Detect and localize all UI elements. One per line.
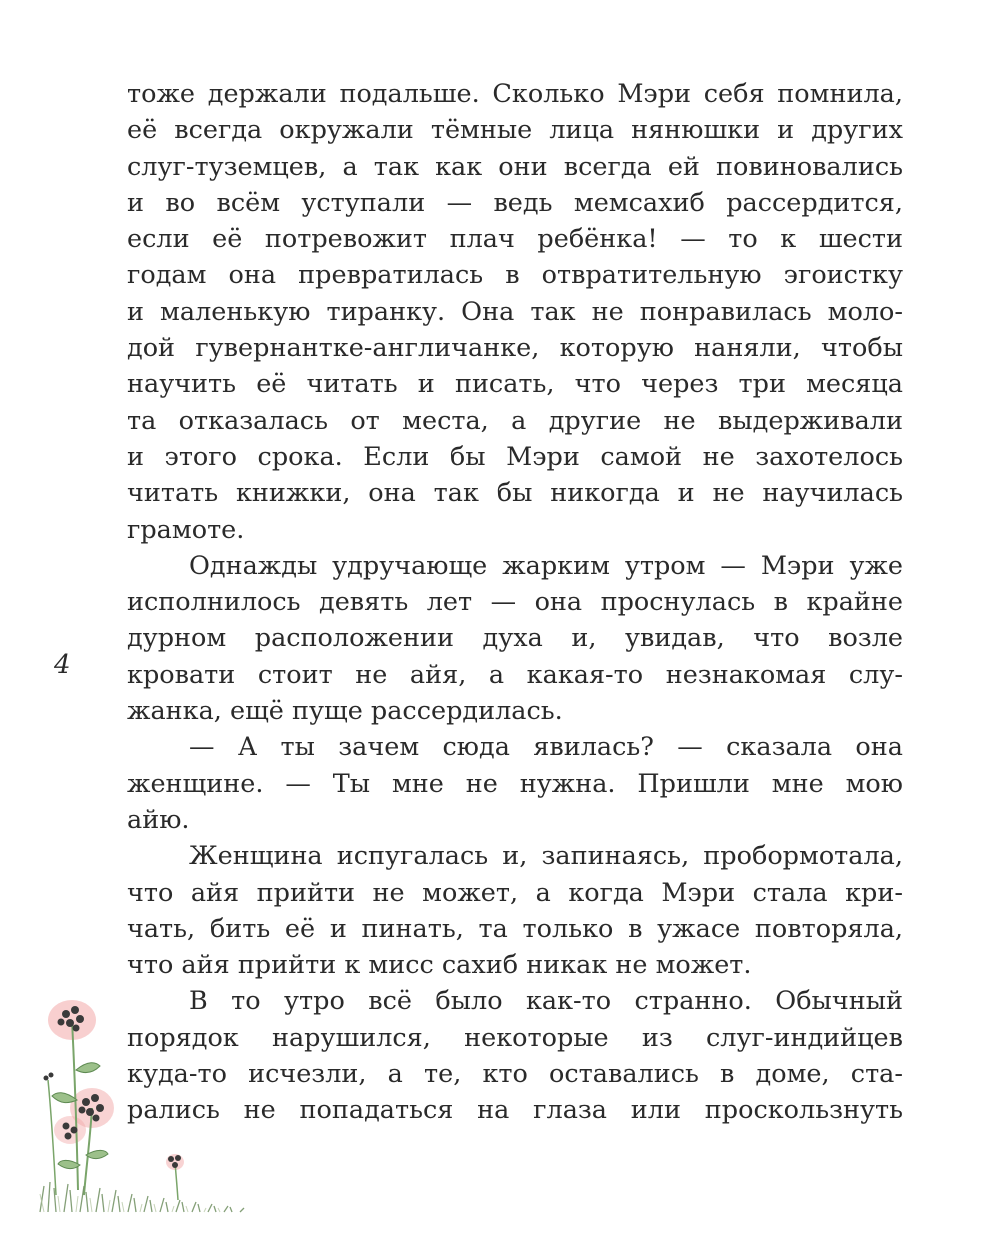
text-line: что айя прийти не может, а когда Мэри стала кри- — [127, 877, 903, 908]
text-line: дой гувернантке-англичанке, которую наняли, чтобы — [127, 333, 903, 364]
text-line: порядок нарушился, некоторые из слуг-индийцев — [127, 1022, 903, 1053]
text-line: кровати стоит не айя, а какая-то незнакомая слу- — [127, 659, 903, 690]
text-line: её всегда окружали тёмные лица нянюшки и других — [127, 115, 903, 146]
text-line: чать, бить её и пинать, та только в ужасе повторяла, — [127, 913, 903, 944]
text-line: — А ты зачем сюда явилась? — сказала она — [189, 732, 903, 763]
text-line: та отказалась от места, а другие не выдерживали — [127, 405, 903, 436]
text-line: годам она превратилась в отвратительную эгоистку — [127, 260, 903, 291]
text-line: тоже держали подальше. Сколько Мэри себя помнила, — [127, 79, 903, 109]
text-line: научить её читать и писать, что через три месяца — [127, 369, 903, 400]
text-line: если её потревожит плач ребёнка! — то к шести — [127, 224, 903, 255]
paragraph-1 — [127, 76, 903, 548]
text-line: В то утро всё было как-то странно. Обычный — [189, 986, 903, 1017]
text-line: исполнилось девять лет — она проснулась в крайне — [127, 587, 903, 618]
body-text — [127, 76, 903, 1129]
paragraph-2 — [127, 548, 903, 729]
text-line: и во всём уступали — ведь мемсахиб рассердится, — [127, 187, 903, 218]
text-line: дурном расположении духа и, увидав, что возле — [127, 623, 903, 654]
text-line: и маленькую тиранку. Она так не понравилась моло- — [127, 296, 903, 327]
text-line: Женщина испугалась и, запинаясь, пробормотала, — [189, 841, 903, 872]
paragraph-3 — [127, 729, 903, 838]
text-line: грамоте. — [127, 514, 245, 545]
text-line: и этого срока. Если бы Мэри самой не захотелось — [127, 441, 903, 472]
text-line: жанка, ещё пуще рассердилась. — [127, 696, 563, 727]
text-line: слуг-туземцев, а так как они всегда ей повиновались — [127, 151, 903, 182]
paragraph-4 — [127, 838, 903, 983]
text-line: женщине. — Ты мне не нужна. Пришли мне мою — [127, 768, 903, 799]
text-line: что айя прийти к мисс сахиб никак не может. — [127, 950, 752, 981]
text-line: рались не попадаться на глаза или проскользнуть — [127, 1095, 903, 1126]
text-line: Однажды удручающе жарким утром — Мэри уже — [189, 550, 903, 581]
page-number: 4 — [54, 650, 71, 680]
text-line: читать книжки, она так бы никогда и не научилась — [127, 478, 903, 509]
text-line: куда-то исчезли, а те, кто оставались в доме, ста- — [127, 1059, 903, 1090]
flowers-icon — [30, 990, 270, 1220]
text-line: айю. — [127, 804, 190, 835]
